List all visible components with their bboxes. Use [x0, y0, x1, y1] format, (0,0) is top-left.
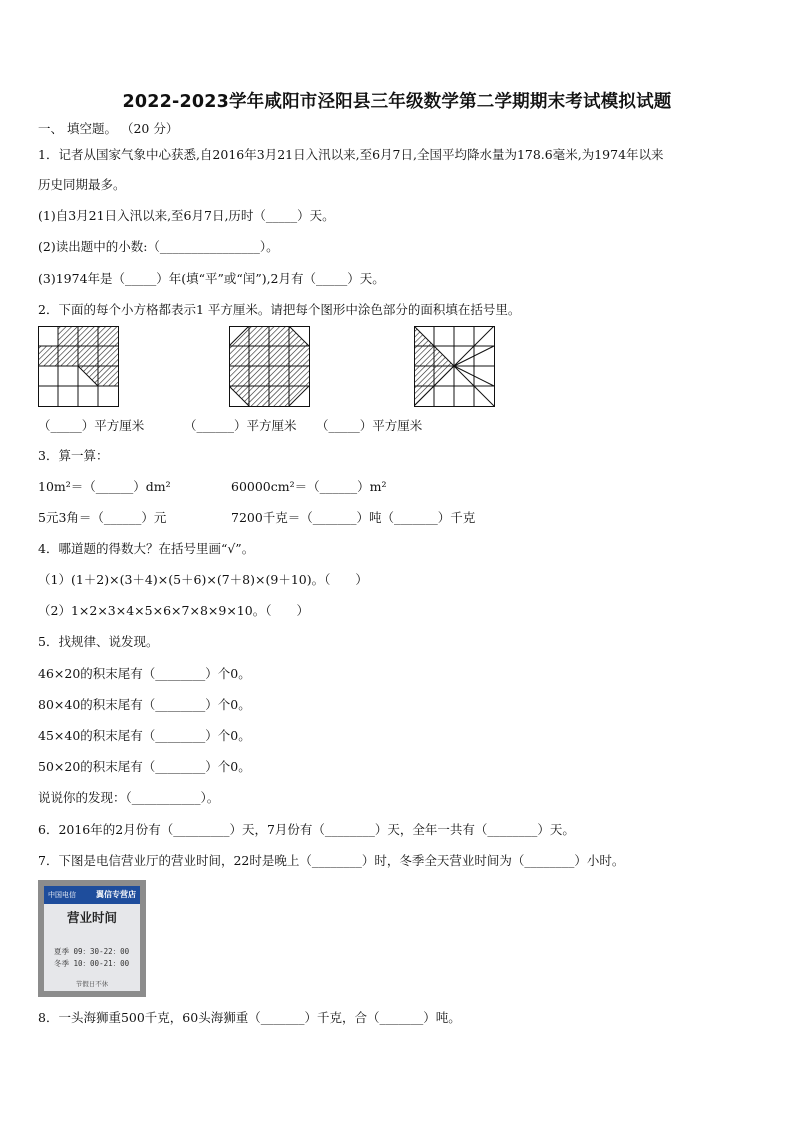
q1-part3: (3)1974年是（_____）年(填“平”或“闰”),2月有（_____）天。: [38, 271, 385, 286]
q2-answer-2: （______）平方厘米: [184, 418, 297, 433]
q3-row1-left: 10m²＝（______）dm²: [38, 479, 171, 494]
q4-stem: 4．哪道题的得数大？在括号里画“√”。: [38, 541, 255, 556]
q5-discovery: 说说你的发现：（___________）。: [38, 790, 220, 805]
sign-title: 营业时间: [66, 910, 117, 925]
q1-part1: (1)自3月21日入汛以来,至6月7日,历时（_____）天。: [38, 208, 335, 223]
q6-text: 6．2016年的2月份有（_________）天，7月份有（________）天，全年一共有（________）天。: [38, 822, 575, 837]
q5-stem: 5．找规律、说发现。: [38, 634, 159, 649]
q1-stem-line1: 1．记者从国家气象中心获悉,自2016年3月21日入汛以来,至6月7日,全国平均降水量为178.6毫米,为1974年以来: [38, 147, 664, 162]
sign-winter-hours: 冬季 10：00-21：00: [54, 959, 130, 968]
sign-header: [44, 886, 140, 904]
q2-figure-3: [414, 326, 496, 408]
sign-footer: 节假日不休: [75, 980, 109, 988]
business-hours-sign-image: [38, 880, 146, 997]
q4-option-2: （2）1×2×3×4×5×6×7×8×9×10。（ ）: [38, 603, 309, 618]
q5-line-4: 50×20的积末尾有（________）个0。: [38, 759, 251, 774]
q7-text: 7．下图是电信营业厅的营业时间，22时是晚上（________）时，冬季全天营业时间为（________）小时。: [38, 853, 625, 868]
q1-part2: (2)读出题中的小数:（________________）。: [38, 239, 279, 254]
q4-option-1: （1）(1＋2)×(3＋4)×(5＋6)×(7＋8)×(9＋10)。（ ）: [38, 572, 368, 587]
sign-summer-hours: 夏季 09：30-22：00: [54, 947, 130, 956]
q5-line-3: 45×40的积末尾有（________）个0。: [38, 728, 251, 743]
q5-line-2: 80×40的积末尾有（________）个0。: [38, 697, 251, 712]
q2-answer-3: （_____）平方厘米: [316, 418, 423, 433]
sign-store-name: 翼信专营店: [96, 890, 136, 899]
page-title: 2022-2023学年咸阳市泾阳县三年级数学第二学期期末考试模拟试题: [122, 92, 672, 112]
q3-row2-left: 5元3角＝（______）元: [38, 510, 167, 525]
q8-text: 8．一头海狮重500千克，60头海狮重（_______）千克，合（_______）吨。: [38, 1010, 461, 1025]
sign-brand: 中国电信: [48, 891, 76, 899]
q2-answer-1: （_____）平方厘米: [38, 418, 145, 433]
q2-stem: 2．下面的每个小方格都表示1 平方厘米。请把每个图形中涂色部分的面积填在括号里。: [38, 302, 521, 317]
q3-row1-right: 60000cm²＝（______）m²: [231, 479, 387, 494]
q1-stem-line2: 历史同期最多。: [38, 177, 126, 192]
q2-figure-2: [229, 326, 311, 408]
q3-row2-right: 7200千克＝（_______）吨（_______）千克: [231, 510, 476, 525]
section-heading: 一、 填空题。 （20 分）: [38, 121, 179, 136]
q5-line-1: 46×20的积末尾有（________）个0。: [38, 666, 251, 681]
q3-stem: 3．算一算：: [38, 448, 109, 463]
q2-figure-1: [38, 326, 120, 408]
